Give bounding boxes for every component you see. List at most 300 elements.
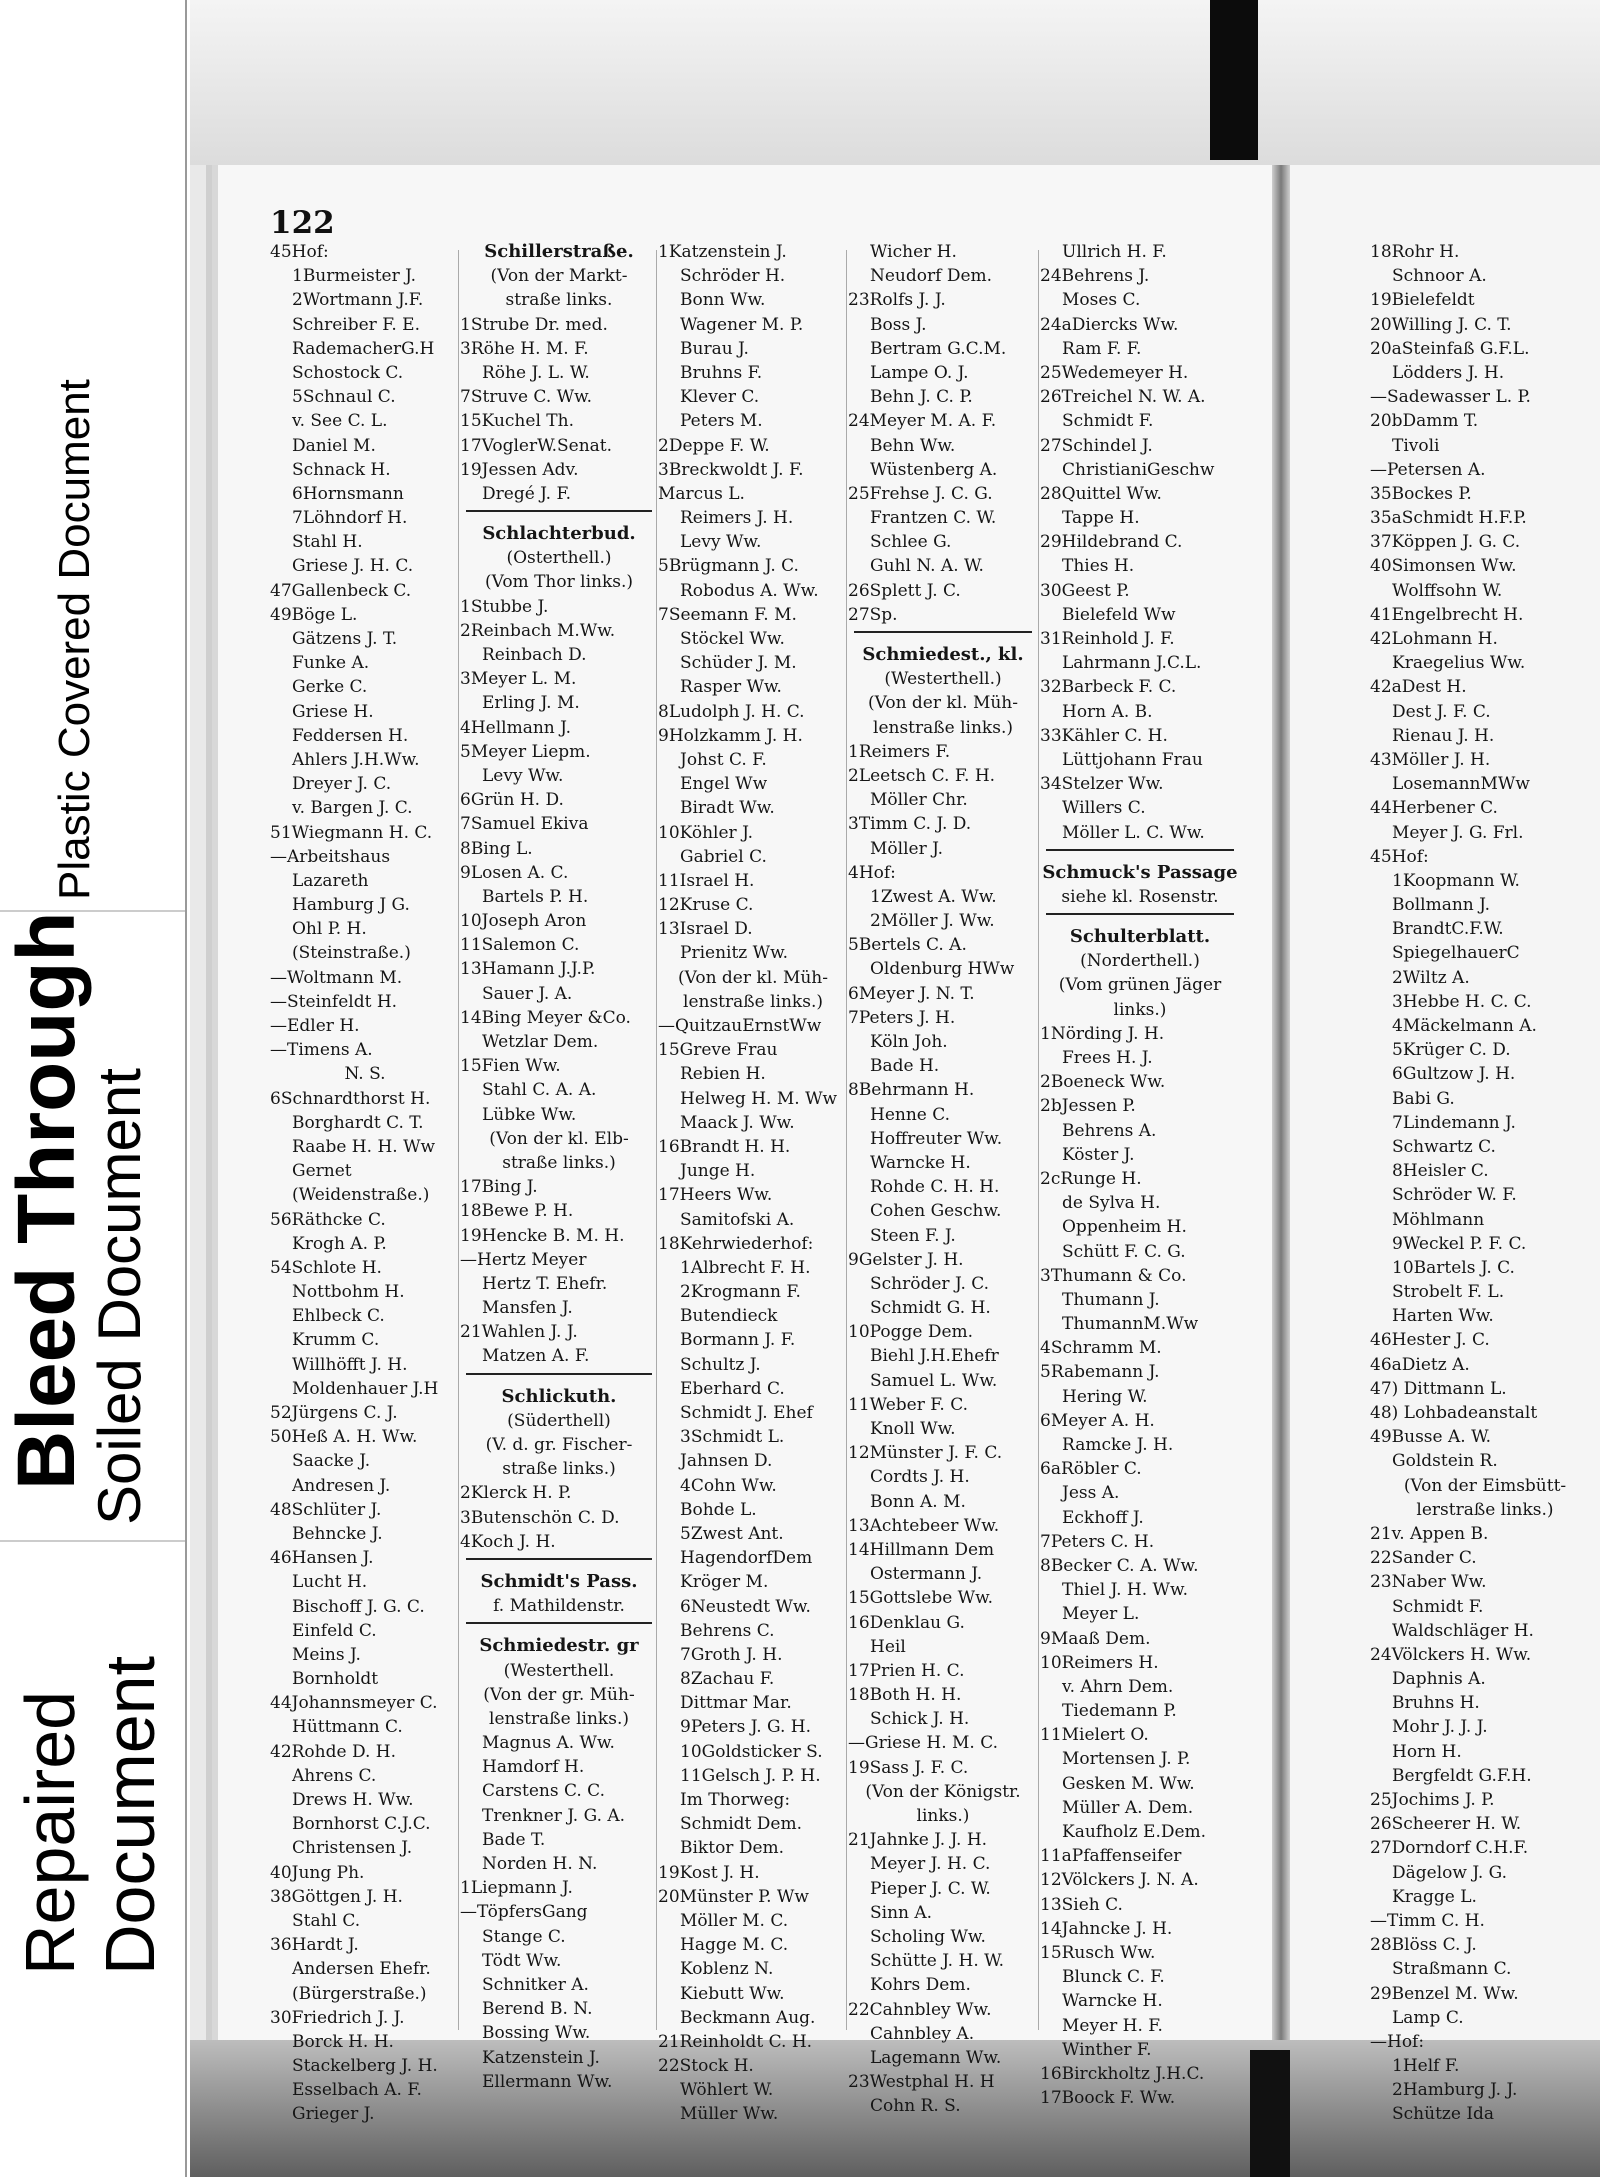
- directory-entry: Babi G.: [1392, 1088, 1455, 1109]
- directory-entry: Beckmann Aug.: [680, 2007, 816, 2028]
- directory-entry: 42aDest H.: [1370, 677, 1467, 698]
- directory-entry: Lahrmann J.C.L.: [1062, 653, 1202, 674]
- directory-entry: Bade H.: [870, 1056, 940, 1077]
- directory-entry: 22Cahnbley Ww.: [848, 1999, 992, 2020]
- directory-entry: 19Jessen Adv.: [460, 459, 579, 480]
- directory-entry: Bruhns F.: [680, 362, 763, 383]
- directory-entry: Oldenburg HWw: [870, 959, 1015, 980]
- section-rule: [466, 1558, 652, 1568]
- directory-entry: Gätzens J. T.: [292, 629, 398, 649]
- directory-entry: 32Barbeck F. C.: [1040, 677, 1177, 698]
- directory-entry: 3Thumann & Co.: [1040, 1265, 1187, 1286]
- section-rule: [1046, 913, 1234, 923]
- directory-entry: 23Naber Ww.: [1370, 1572, 1487, 1593]
- directory-entry: 4Schramm M.: [1040, 1338, 1162, 1359]
- directory-entry: Mortensen J. P.: [1062, 1749, 1191, 1770]
- directory-entry: Müller A. Dem.: [1062, 1797, 1194, 1818]
- directory-entry: Im Thorweg:: [680, 1790, 791, 1810]
- column-rule: [1038, 250, 1039, 2030]
- directory-entry: 10Joseph Aron: [460, 911, 587, 932]
- directory-entry: 29Benzel M. Ww.: [1370, 1983, 1519, 2004]
- directory-entry: Ostermann J.: [870, 1564, 983, 1585]
- directory-entry: 9Peters J. G. H.: [680, 1717, 812, 1738]
- directory-entry: Magnus A. Ww.: [482, 1733, 615, 1754]
- directory-entry: 10Köhler J.: [658, 822, 753, 843]
- directory-entry: 50Heß A. H. Ww.: [270, 1427, 418, 1448]
- directory-entry: Knoll Ww.: [870, 1419, 956, 1439]
- directory-entry: Eberhard C.: [680, 1378, 785, 1399]
- directory-entry: 4Hof:: [848, 862, 896, 883]
- directory-entry: Schmidt Dem.: [680, 1814, 803, 1835]
- directory-entry: —QuitzauErnstWw: [658, 1016, 822, 1036]
- directory-column-6: [1370, 240, 1600, 2127]
- section-rule: [1046, 849, 1234, 859]
- directory-entry: Strobelt F. L.: [1392, 1282, 1505, 1303]
- directory-entry: lenstraße links.): [489, 1708, 629, 1729]
- directory-entry: Hoffreuter Ww.: [870, 1128, 1003, 1149]
- directory-entry: 23Rolfs J. J.: [848, 290, 946, 311]
- directory-entry: Willhöfft J. H.: [292, 1354, 408, 1375]
- directory-entry: Biehl J.H.Ehefr: [870, 1346, 999, 1367]
- directory-entry: Köster J.: [1062, 1144, 1135, 1165]
- directory-entry: 25Jochims J. P.: [1370, 1790, 1495, 1810]
- directory-entry: 23Westphal H. H: [848, 2072, 995, 2093]
- directory-entry: 1Zwest A. Ww.: [870, 886, 997, 907]
- directory-entry: Möller J.: [870, 838, 944, 859]
- directory-entry: Schultz J.: [680, 1354, 761, 1375]
- directory-entry: 48) Lohbadeanstalt: [1370, 1403, 1538, 1423]
- directory-entry: Stange C.: [482, 1926, 566, 1947]
- directory-entry: 22Sander C.: [1370, 1548, 1477, 1569]
- section-rule: [466, 1373, 652, 1383]
- directory-entry: (Vom Thor links.): [484, 572, 634, 593]
- directory-entry: 35Bockes P.: [1370, 483, 1472, 504]
- directory-entry: Wüstenberg A.: [870, 459, 998, 480]
- directory-entry: —Sadewasser L. P.: [1370, 387, 1531, 408]
- directory-entry: Mansfen J.: [482, 1298, 573, 1319]
- directory-entry: 28Quittel Ww.: [1040, 483, 1162, 504]
- directory-entry: 13Israel D.: [658, 919, 753, 940]
- directory-entry: Koblenz N.: [680, 1959, 774, 1980]
- directory-entry: 2Boeneck Ww.: [1040, 1072, 1166, 1093]
- directory-entry: 52Jürgens C. J.: [270, 1403, 398, 1423]
- directory-entry: (Von der Königstr.: [865, 1781, 1021, 1802]
- directory-entry: Steen F. J.: [870, 1225, 956, 1246]
- directory-entry: Schmidt F.: [1062, 411, 1154, 432]
- directory-entry: 21Wahlen J. J.: [460, 1322, 578, 1343]
- binding-strap: [1210, 0, 1258, 160]
- directory-entry: Funke A.: [292, 653, 370, 674]
- directory-entry: 26Scheerer H. W.: [1370, 1814, 1522, 1835]
- directory-entry: Matzen A. F.: [482, 1346, 590, 1367]
- directory-entry: 2cRunge H.: [1040, 1168, 1142, 1189]
- directory-entry: 10Pogge Dem.: [848, 1322, 974, 1343]
- directory-entry: 19Sass J. F. C.: [848, 1757, 969, 1778]
- directory-entry: 15Fien Ww.: [460, 1056, 561, 1077]
- directory-entry: 12Kruse C.: [658, 895, 754, 916]
- directory-entry: 8Zachau F.: [680, 1669, 775, 1690]
- directory-entry: Bartels P. H.: [482, 886, 589, 907]
- panel-divider: [185, 0, 187, 2177]
- directory-entry: Neudorf Dem.: [870, 266, 993, 287]
- directory-entry: Esselbach A. F.: [292, 2080, 422, 2101]
- directory-entry: 8Becker C. A. Ww.: [1040, 1555, 1199, 1576]
- directory-entry: Cahnbley A.: [870, 2023, 975, 2044]
- directory-entry: (Westerthell.: [503, 1660, 615, 1681]
- directory-entry: 11aPfaffenseifer: [1040, 1846, 1182, 1867]
- directory-entry: Behn J. C. P.: [870, 387, 973, 408]
- directory-entry: 5Schnaul C.: [292, 387, 396, 408]
- directory-entry: 10Bartels J. C.: [1392, 1257, 1515, 1278]
- directory-entry: Hüttmann C.: [292, 1717, 403, 1738]
- directory-entry: Guhl N. A. W.: [870, 556, 984, 577]
- directory-entry: (Osterthell.): [506, 548, 612, 569]
- directory-entry: (Norderthell.): [1080, 951, 1200, 972]
- directory-entry: 12Völckers J. N. A.: [1040, 1870, 1199, 1891]
- directory-entry: Stackelberg J. H.: [292, 2056, 438, 2077]
- directory-entry: 43Möller J. H.: [1370, 749, 1491, 770]
- directory-entry: 1Albrecht F. H.: [680, 1257, 811, 1278]
- directory-entry: Straßmann C.: [1392, 1959, 1512, 1980]
- directory-entry: 29Hildebrand C.: [1040, 532, 1183, 553]
- directory-entry: Bergfeldt G.F.H.: [1392, 1765, 1532, 1786]
- directory-entry: Carstens C. C.: [482, 1781, 605, 1802]
- section-rule: [466, 510, 652, 520]
- directory-entry: Bohde L.: [680, 1499, 757, 1520]
- directory-entry: 3Schmidt L.: [680, 1427, 785, 1448]
- directory-entry: Wicher H.: [870, 242, 957, 262]
- directory-entry: Bruhns H.: [1392, 1693, 1480, 1714]
- directory-entry: 1Katzenstein J.: [658, 242, 787, 262]
- directory-entry: Peters M.: [680, 411, 763, 432]
- directory-entry: Horn H.: [1392, 1741, 1462, 1762]
- directory-entry: 54Schlote H.: [270, 1257, 382, 1278]
- directory-entry: Schütze Ida: [1392, 2104, 1495, 2125]
- directory-entry: 4Cohn Ww.: [680, 1475, 777, 1496]
- directory-entry: Hering W.: [1062, 1386, 1148, 1407]
- directory-entry: Mohr J. J. J.: [1392, 1717, 1488, 1738]
- directory-entry: straße links.): [502, 1152, 616, 1173]
- directory-entry: 3Timm C. J. D.: [848, 814, 972, 835]
- directory-entry: Tödt Ww.: [482, 1950, 562, 1971]
- directory-entry: Berend B. N.: [482, 1999, 593, 2020]
- directory-entry: 13Achtebeer Ww.: [848, 1515, 1000, 1536]
- directory-entry: —Steinfeldt H.: [270, 991, 398, 1012]
- directory-entry: Schmidt G. H.: [870, 1298, 991, 1319]
- directory-entry: lenstraße links.): [683, 991, 823, 1012]
- directory-entry: Cohen Geschw.: [870, 1201, 1002, 1222]
- directory-entry: 20bDamm T.: [1370, 411, 1479, 432]
- directory-entry: Hagge M. C.: [680, 1935, 789, 1956]
- directory-entry: Daniel M.: [292, 435, 376, 456]
- book-gutter: [1272, 165, 1290, 2040]
- directory-entry: 2Möller J. Ww.: [870, 911, 995, 932]
- directory-entry: Bonn A. M.: [870, 1491, 966, 1512]
- directory-entry: ChristianiGeschw: [1062, 459, 1215, 480]
- directory-entry: 18Bewe P. H.: [460, 1201, 574, 1222]
- directory-entry: 4Mäckelmann A.: [1392, 1016, 1537, 1036]
- directory-entry: 17Bing J.: [460, 1177, 538, 1198]
- directory-entry: 15Rusch Ww.: [1040, 1942, 1156, 1963]
- directory-entry: 20Willing J. C. T.: [1370, 314, 1512, 335]
- directory-column-2: [460, 240, 658, 2094]
- directory-entry: Lampe O. J.: [870, 362, 969, 383]
- directory-entry: (Vom grünen Jäger: [1058, 975, 1222, 996]
- directory-entry: Andersen Ehefr.: [292, 1959, 431, 1980]
- directory-entry: 9Holzkamm J. H.: [658, 725, 803, 746]
- directory-entry: —Griese H. M. C.: [848, 1733, 999, 1754]
- directory-entry: Stahl C.: [292, 1910, 361, 1931]
- directory-entry: 7Peters C. H.: [1040, 1531, 1155, 1552]
- directory-entry: (Weidenstraße.): [292, 1185, 430, 1206]
- directory-entry: 9Gelster J. H.: [848, 1249, 964, 1270]
- directory-entry: Schmidt J. Ehef: [680, 1403, 813, 1423]
- directory-entry: 6Gultzow J. H.: [1392, 1064, 1516, 1085]
- directory-entry: 35aSchmidt H.F.P.: [1370, 508, 1527, 529]
- directory-entry: ThumannM.Ww: [1062, 1314, 1199, 1335]
- directory-entry: Winther F.: [1062, 2039, 1152, 2060]
- directory-entry: 1Nörding J. H.: [1040, 1023, 1165, 1044]
- directory-entry: 20aSteinfaß G.F.L.: [1370, 338, 1530, 359]
- directory-entry: Bossing Ww.: [482, 2023, 591, 2044]
- directory-entry: Johst C. F.: [680, 749, 767, 770]
- directory-entry: 4Hellmann J.: [460, 717, 572, 738]
- directory-entry: (Von der gr. Müh-: [483, 1684, 635, 1705]
- directory-entry: Lüttjohann Frau: [1062, 749, 1203, 770]
- directory-entry: 13Hamann J.J.P.: [460, 959, 596, 980]
- directory-entry: Meyer J. H. C.: [870, 1854, 991, 1875]
- directory-entry: Schreiber F. E.: [292, 314, 420, 335]
- directory-entry: 24Behrens J.: [1040, 266, 1150, 287]
- directory-entry: 41Engelbrecht H.: [1370, 604, 1524, 625]
- directory-entry: v. Ahrn Dem.: [1062, 1676, 1174, 1697]
- directory-entry: 11Weber F. C.: [848, 1394, 969, 1415]
- directory-entry: Engel Ww: [680, 774, 768, 795]
- directory-entry: HagendorfDem: [680, 1548, 813, 1569]
- directory-entry: 11Salemon C.: [460, 935, 580, 956]
- directory-entry: Harten Ww.: [1392, 1306, 1494, 1327]
- directory-entry: 44Johannsmeyer C.: [270, 1693, 438, 1714]
- directory-entry: Kohrs Dem.: [870, 1975, 971, 1996]
- directory-entry: Ramcke J. H.: [1062, 1435, 1174, 1455]
- directory-entry: Lazareth: [292, 870, 369, 891]
- directory-entry: Ahlers J.H.Ww.: [292, 749, 420, 770]
- directory-entry: Wöhlert W.: [680, 2080, 774, 2101]
- directory-entry: Schnack H.: [292, 459, 391, 480]
- directory-entry: 7Struve C. Ww.: [460, 387, 593, 408]
- directory-entry: Sauer J. A.: [482, 983, 573, 1004]
- directory-entry: Hamburg J G.: [292, 895, 410, 916]
- directory-entry: Meyer H. F.: [1062, 2015, 1163, 2036]
- directory-entry: 11Gelsch J. P. H.: [680, 1765, 821, 1786]
- directory-entry: (Steinstraße.): [292, 943, 411, 964]
- directory-entry: Kraegelius Ww.: [1392, 653, 1526, 674]
- directory-entry: Samuel L. Ww.: [870, 1370, 998, 1391]
- directory-entry: Meins J.: [292, 1644, 361, 1665]
- directory-entry: 1Burmeister J.: [292, 266, 417, 287]
- directory-entry: 47Gallenbeck C.: [270, 580, 412, 601]
- directory-entry: lerstraße links.): [1416, 1499, 1554, 1520]
- directory-entry: Robodus A. Ww.: [680, 580, 819, 601]
- directory-entry: Warncke H.: [870, 1152, 971, 1173]
- directory-entry: Stöckel Ww.: [680, 629, 785, 649]
- directory-entry: —Arbeitshaus: [270, 846, 391, 867]
- directory-entry: 12Münster J. F. C.: [848, 1443, 1003, 1464]
- directory-entry: Moldenhauer J.H: [292, 1378, 439, 1399]
- directory-entry: Jess A.: [1062, 1483, 1120, 1504]
- directory-entry: 5Brügmann J. C.: [658, 556, 799, 577]
- street-heading: Schlachterbud.: [482, 523, 636, 545]
- directory-entry: Bonn Ww.: [680, 290, 766, 311]
- directory-entry: (Von der Markt-: [490, 266, 628, 287]
- directory-entry: Bollmann J.: [1392, 895, 1491, 916]
- directory-entry: Einfeld C.: [292, 1620, 377, 1641]
- directory-entry: Christensen J.: [292, 1838, 413, 1859]
- directory-entry: Andresen J.: [292, 1475, 391, 1496]
- directory-entry: 6Neustedt Ww.: [680, 1596, 811, 1617]
- directory-entry: Maack J. Ww.: [680, 1112, 795, 1133]
- directory-entry: Schick J. H.: [870, 1709, 970, 1730]
- directory-entry: Lübke Ww.: [482, 1104, 577, 1125]
- directory-entry: 33Kähler C. H.: [1040, 725, 1168, 746]
- directory-entry: 3Breckwoldt J. F.: [658, 459, 804, 480]
- directory-entry: 1Helf F.: [1392, 2056, 1460, 2077]
- directory-entry: Schnitker A.: [482, 1974, 589, 1995]
- directory-entry: 7Lindemann J.: [1392, 1112, 1516, 1133]
- directory-entry: 10Reimers H.: [1040, 1652, 1159, 1673]
- directory-entry: 7Samuel Ekiva: [460, 814, 589, 835]
- directory-entry: Reinbach D.: [482, 645, 587, 665]
- directory-entry: Saacke J.: [292, 1451, 371, 1472]
- directory-entry: Daphnis A.: [1392, 1669, 1486, 1690]
- directory-entry: Biradt Ww.: [680, 798, 775, 819]
- directory-entry: 45Hof:: [1370, 846, 1429, 867]
- street-heading: Schmidt's Pass.: [480, 1570, 638, 1592]
- directory-entry: 19Kost J. H.: [658, 1862, 760, 1883]
- directory-entry: Gernet: [292, 1161, 352, 1182]
- directory-entry: Bornholdt: [292, 1669, 379, 1690]
- directory-entry: Reimers J. H.: [680, 508, 794, 529]
- directory-entry: 14Hillmann Dem: [848, 1539, 995, 1560]
- directory-entry: 20Münster P. Ww: [658, 1886, 809, 1907]
- directory-entry: Möller Chr.: [870, 790, 968, 811]
- directory-entry: Dittmar Mar.: [680, 1693, 792, 1714]
- directory-entry: Cordts J. H.: [870, 1467, 970, 1488]
- section-rule: [466, 1622, 652, 1632]
- directory-column-3: [658, 240, 848, 2127]
- directory-entry: 2Hamburg J. J.: [1392, 2080, 1518, 2101]
- directory-entry: Nottbohm H.: [292, 1282, 405, 1303]
- directory-entry: Grieger J.: [292, 2104, 375, 2125]
- directory-entry: 7Seemann F. M.: [658, 604, 797, 625]
- directory-entry: —Hertz Meyer: [460, 1249, 587, 1270]
- directory-entry: Scholing Ww.: [870, 1926, 986, 1947]
- directory-entry: Feddersen H.: [292, 725, 409, 746]
- binding-strap-bottom: [1250, 2050, 1290, 2177]
- directory-entry: 42Rohde D. H.: [270, 1741, 397, 1762]
- directory-entry: Wetzlar Dem.: [482, 1032, 599, 1052]
- directory-entry: 5Zwest Ant.: [680, 1523, 784, 1544]
- directory-entry: Möller M. C.: [680, 1910, 789, 1931]
- directory-entry: de Sylva H.: [1062, 1193, 1161, 1214]
- label-plastic-covered: Plastic Covered Document: [50, 379, 99, 900]
- directory-entry: Stahl C. A. A.: [482, 1080, 597, 1101]
- directory-entry: 5Krüger C. D.: [1392, 1040, 1511, 1061]
- directory-entry: 16Denklau G.: [848, 1612, 965, 1633]
- directory-entry: Hamdorf H.: [482, 1757, 585, 1778]
- directory-entry: Jahnsen D.: [680, 1451, 773, 1472]
- directory-entry: Eckhoff J.: [1062, 1507, 1144, 1528]
- directory-entry: Drews H. Ww.: [292, 1790, 414, 1810]
- directory-entry: Lamp C.: [1392, 2007, 1464, 2028]
- directory-entry: 6Meyer J. N. T.: [848, 983, 975, 1004]
- directory-entry: 25Frehse J. C. G.: [848, 483, 993, 504]
- directory-entry: Müller Ww.: [680, 2104, 779, 2125]
- directory-entry: 21Reinholdt C. H.: [658, 2031, 813, 2052]
- directory-entry: Raabe H. H. Ww: [292, 1136, 436, 1157]
- directory-entry: 2Krogmann F.: [680, 1282, 801, 1303]
- directory-entry: (Von der Eimsbütt-: [1403, 1475, 1567, 1496]
- directory-entry: 26Treichel N. W. A.: [1040, 387, 1206, 408]
- directory-entry: Erling J. M.: [482, 693, 580, 714]
- directory-entry: 3Butenschön C. D.: [460, 1507, 620, 1528]
- directory-entry: Ellermann Ww.: [482, 2071, 613, 2092]
- directory-entry: 14Bing Meyer &Co.: [460, 1007, 631, 1028]
- directory-entry: 8Heisler C.: [1392, 1161, 1489, 1182]
- directory-entry: 21Jahnke J. J. H.: [848, 1830, 988, 1851]
- directory-entry: Gesken M. Ww.: [1062, 1773, 1195, 1794]
- directory-entry: 3Röhe H. M. F.: [460, 338, 589, 359]
- directory-entry: Tiedemann P.: [1062, 1701, 1177, 1722]
- directory-entry: 45Hof:: [270, 242, 329, 262]
- directory-entry: Schröder J. C.: [870, 1273, 990, 1294]
- directory-entry: Helweg H. M. Ww: [680, 1088, 838, 1109]
- directory-entry: 8Behrmann H.: [848, 1080, 975, 1101]
- directory-entry: Ram F. F.: [1062, 338, 1142, 359]
- directory-entry: 7Peters J. H.: [848, 1007, 956, 1028]
- directory-entry: Blunck C. F.: [1062, 1967, 1165, 1988]
- directory-entry: 8Ludolph J. H. C.: [658, 701, 805, 722]
- scan-top-shade: [190, 0, 1600, 165]
- directory-entry: —Petersen A.: [1370, 459, 1486, 480]
- directory-entry: straße links.): [502, 1459, 616, 1480]
- directory-entry: 2Reinbach M.Ww.: [460, 620, 616, 641]
- directory-entry: Bornhorst C.J.C.: [292, 1814, 431, 1835]
- directory-entry: 24aDiercks Ww.: [1040, 314, 1179, 335]
- directory-entry: 2bJessen P.: [1040, 1096, 1136, 1117]
- directory-entry: 18Both H. H.: [848, 1685, 962, 1706]
- directory-entry: 2Wortmann J.F.: [292, 290, 424, 311]
- directory-entry: Thiel J. H. Ww.: [1062, 1580, 1188, 1601]
- directory-entry: 8Bing L.: [460, 838, 533, 859]
- directory-entry: 1Strube Dr. med.: [460, 314, 608, 335]
- directory-entry: Tappe H.: [1062, 508, 1140, 529]
- directory-entry: Möhlmann: [1392, 1209, 1485, 1230]
- directory-entry: 46Hansen J.: [270, 1548, 374, 1569]
- directory-entry: Waldschläger H.: [1392, 1620, 1534, 1641]
- directory-entry: 18Kehrwiederhof:: [658, 1233, 814, 1254]
- directory-entry: straße links.: [505, 290, 613, 311]
- directory-entry: 2Wiltz A.: [1392, 967, 1470, 988]
- directory-entry: 16Birckholtz J.H.C.: [1040, 2063, 1205, 2084]
- directory-entry: Kröger M.: [680, 1572, 769, 1593]
- directory-entry: 44Herbener C.: [1370, 798, 1498, 819]
- directory-entry: Katzenstein J.: [482, 2047, 600, 2068]
- directory-entry: (Westerthell.): [884, 669, 1002, 690]
- directory-entry: 40Simonsen Ww.: [1370, 556, 1517, 577]
- directory-entry: 28Blöss C. J.: [1370, 1935, 1477, 1956]
- directory-entry: 17Prien H. C.: [848, 1660, 965, 1681]
